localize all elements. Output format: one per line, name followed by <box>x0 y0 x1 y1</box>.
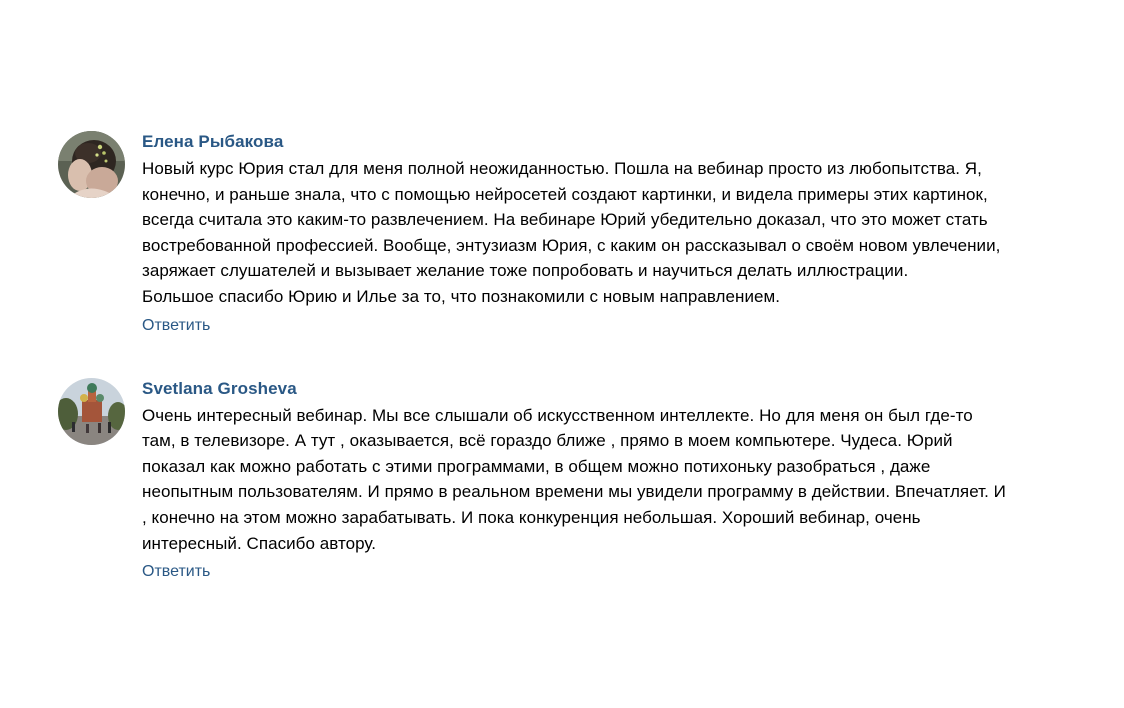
comment-content <box>142 377 1088 583</box>
avatar-woman-hairstyle-icon[interactable] <box>58 131 125 198</box>
comment-text: Очень интересный вебинар. Мы все слышали об искусственном интеллекте. Но для меня он был где-то там, в телевизоре. А тут , оказывается, всё гораздо ближе , прямо в моем компьютере. Чудеса. Юрий показал как можно работать с этими программами, в общем можно потихоньку разобраться , даже неопытным пользователям. И прямо в реальном времени мы увидели программу в действии. Впечатляет. И , конечно на этом можно зарабатывать. И пока конкуренция небольшая. Хороший вебинар, очень интересный. Спасибо автору. <box>142 405 1006 553</box>
comments-list <box>58 130 1088 582</box>
comment-item <box>58 377 1088 583</box>
avatar-cathedral-photo-icon[interactable] <box>58 378 125 445</box>
comment-author[interactable]: Елена Рыбакова <box>142 132 284 151</box>
reply-link[interactable]: Ответить <box>142 563 211 581</box>
reply-link[interactable]: Ответить <box>142 316 211 334</box>
comment-item <box>58 130 1088 336</box>
avatar-image <box>58 131 125 198</box>
avatar-image <box>58 378 125 445</box>
comment-text: Новый курс Юрия стал для меня полной неожиданностью. Пошла на вебинар просто из любопытства. Я, конечно, и раньше знала, что с помощью нейросетей создают картинки, и видела примеры этих картинок, всегда считала это каким-то развлечением. На вебинаре Юрий убедительно доказал, что это может стать востребованной профессией. Вообще, энтузиазм Юрия, с каким он рассказывал о своём новом увлечении, заряжает слушателей и вызывает желание тоже попробовать и научиться делать иллюстрации. Большое спасибо Юрию и Илье за то, что познакомили с новым направлением. <box>142 159 1001 306</box>
comment-content <box>142 130 1088 336</box>
comment-author[interactable]: Svetlana Grosheva <box>142 378 297 398</box>
